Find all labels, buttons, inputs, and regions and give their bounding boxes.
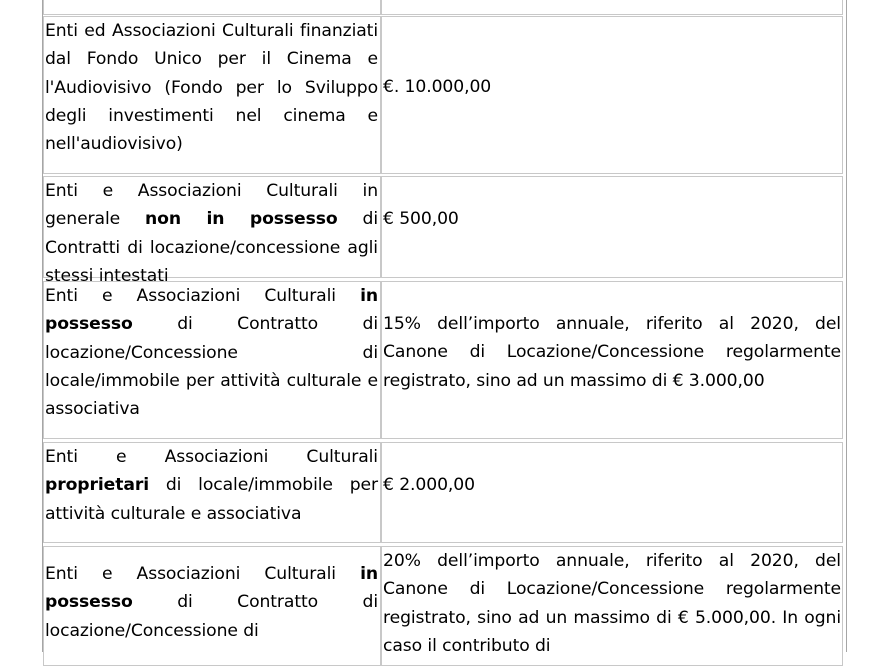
cell-amount: €. 10.000,00 [383,77,492,97]
table-row-proprietari-amount [381,442,843,543]
cell-amount: 20% dell’importo annuale, riferito al 2020, del Canone di Locazione/Concessione regolarmente registrato, sino ad un massimo di € 5.000,00. In ogni caso il contributo di [383,551,841,656]
cell-amount: 15% dell’importo annuale, riferito al 2020, del Canone di Locazione/Concessione regolarmente registrato, sino ad un massimo di € 3.000,00 [383,314,841,391]
table-row-in-possesso-label [43,281,381,439]
table-row-non-in-possesso-label [43,176,381,286]
cell-text: Enti e Associazioni Culturali proprietari di locale/immobile per attività culturale e associativa [45,447,378,524]
table-row-in-possesso-amount [381,281,843,439]
cell-text: Enti ed Associazioni Culturali finanziati dal Fondo Unico per il Cinema e l'Audiovisivo (Fondo per lo Sviluppo degli investimenti nel cinema e nell'audiovisivo) [45,21,378,155]
table-row-fondo-unico-label [43,16,381,174]
cell-amount: € 500,00 [383,209,459,229]
cell-amount: € 2.000,00 [383,475,475,495]
cell-text: Enti e Associazioni Culturali in generale non in possesso di Contratti di locazione/concessione agli stessi intestati [45,181,379,286]
cell-text: Enti e Associazioni Culturali in possesso di Contratto di locazione/Concessione di locale/immobile per attività culturale e associativa [45,286,378,420]
table-row-in-possesso-2-amount [381,546,843,666]
table-cell-right [381,0,843,15]
cell-text: Enti e Associazioni Culturali in possesso di Contratto di locazione/Concessione di [45,564,378,641]
table-cell-left [43,0,381,15]
table-row-proprietari-label [43,442,381,543]
table-row-fondo-unico-amount [381,16,843,174]
table-row-in-possesso-2-label [43,546,381,666]
table-row-non-in-possesso-amount [381,176,843,278]
